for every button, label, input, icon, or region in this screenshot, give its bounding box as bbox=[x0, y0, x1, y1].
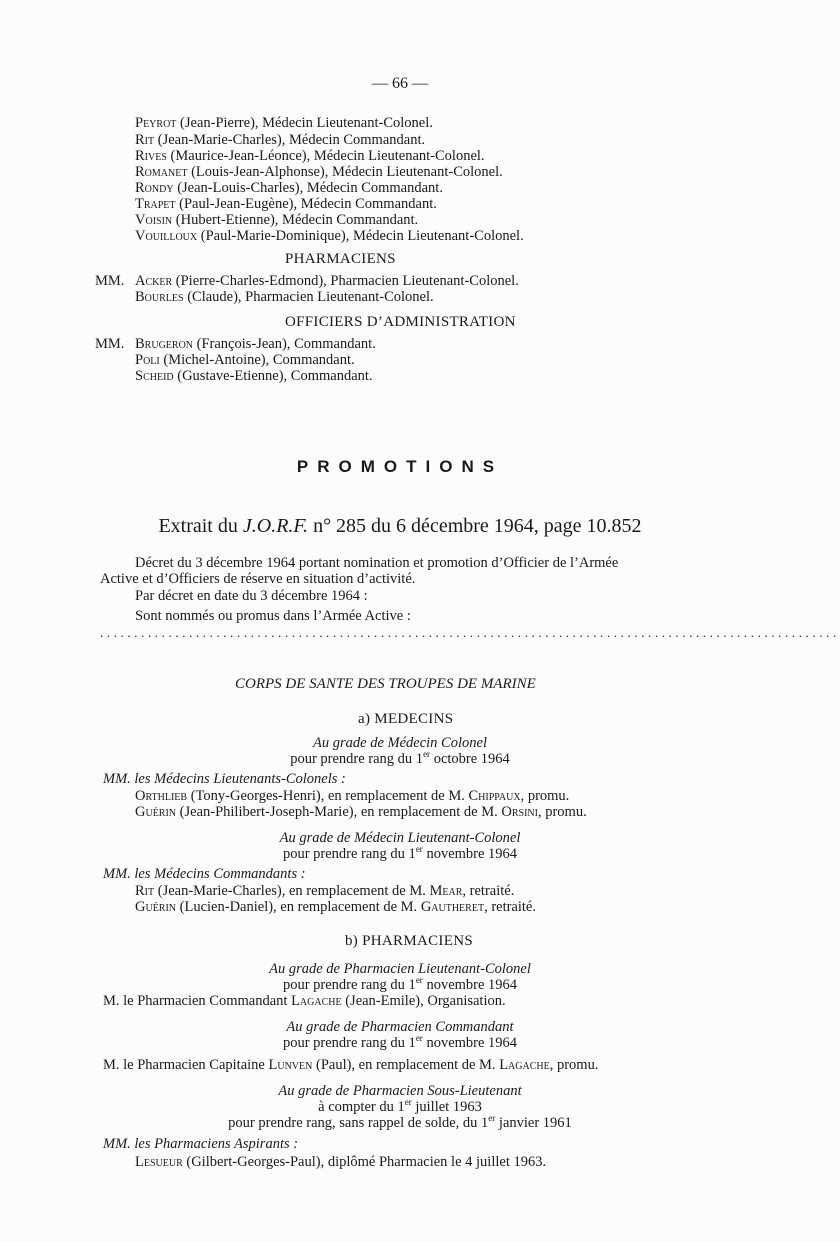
list-item: Trapet (Paul-Jean-Eugène), Médecin Commandant. bbox=[135, 196, 437, 212]
grade-heading: Au grade de Médecin Colonel bbox=[313, 735, 487, 751]
list-item: Voisin (Hubert-Etienne), Médecin Commandant. bbox=[135, 212, 419, 228]
list-item: M. le Pharmacien Capitaine Lunven (Paul), en remplacement de M. Lagache, promu. bbox=[103, 1057, 599, 1073]
mm-prefix: MM. bbox=[95, 336, 125, 352]
page-number: — 66 — bbox=[372, 75, 428, 92]
grade-heading: Au grade de Médecin Lieutenant-Colonel bbox=[279, 830, 521, 846]
sont-nommes: Sont nommés ou promus dans l’Armée Active : bbox=[135, 608, 411, 624]
list-item: Romanet (Louis-Jean-Alphonse), Médecin Lieutenant-Colonel. bbox=[135, 164, 503, 180]
list-item: Peyrot (Jean-Pierre), Médecin Lieutenant-Colonel. bbox=[135, 115, 433, 131]
list-item: M. le Pharmacien Commandant Lagache (Jean-Emile), Organisation. bbox=[103, 993, 506, 1009]
list-item: Orthlieb (Tony-Georges-Henri), en remplacement de M. Chippaux, promu. bbox=[135, 788, 570, 804]
par-decret: Par décret en date du 3 décembre 1964 : bbox=[135, 588, 368, 604]
rang-line: pour prendre rang du 1er novembre 1964 bbox=[282, 975, 518, 993]
section-heading-pharmaciens: PHARMACIENS bbox=[285, 251, 396, 267]
list-item: Lesueur (Gilbert-Georges-Paul), diplômé Pharmacien le 4 juillet 1963. bbox=[135, 1154, 547, 1170]
group-intro: MM. les Médecins Commandants : bbox=[103, 866, 306, 882]
list-item: Vouilloux (Paul-Marie-Dominique), Médecin Lieutenant-Colonel. bbox=[135, 228, 524, 244]
list-item: Scheid (Gustave-Etienne), Commandant. bbox=[135, 368, 373, 384]
group-intro: MM. les Médecins Lieutenants-Colonels : bbox=[103, 771, 346, 787]
list-item: Brugeron (François-Jean), Commandant. bbox=[135, 336, 376, 352]
rang-line: pour prendre rang du 1er octobre 1964 bbox=[290, 749, 510, 767]
rang-line: pour prendre rang du 1er novembre 1964 bbox=[282, 1033, 518, 1051]
compter-line: à compter du 1er juillet 1963 bbox=[318, 1097, 482, 1115]
grade-heading: Au grade de Pharmacien Lieutenant-Colonel bbox=[269, 961, 531, 977]
section-heading-officiers: OFFICIERS D’ADMINISTRATION bbox=[285, 314, 516, 330]
list-item: Poli (Michel-Antoine), Commandant. bbox=[135, 352, 355, 368]
list-item: Rit (Jean-Marie-Charles), en remplacement de M. Mear, retraité. bbox=[135, 883, 515, 899]
list-item: Guérin (Jean-Philibert-Joseph-Marie), en remplacement de M. Orsini, promu. bbox=[135, 804, 587, 820]
section-heading-pharmaciens-b: b) PHARMACIENS bbox=[345, 933, 473, 949]
corps-title: CORPS DE SANTE DES TROUPES DE MARINE bbox=[235, 676, 536, 692]
list-item: Bourles (Claude), Pharmacien Lieutenant-Colonel. bbox=[135, 289, 434, 305]
promotions-title: PROMOTIONS bbox=[296, 457, 504, 476]
dotted-separator: ............................................................................................................ bbox=[100, 625, 840, 640]
list-item: Rives (Maurice-Jean-Léonce), Médecin Lieutenant-Colonel. bbox=[135, 148, 485, 164]
rang-line: pour prendre rang du 1er novembre 1964 bbox=[282, 844, 518, 862]
grade-heading: Au grade de Pharmacien Commandant bbox=[286, 1019, 514, 1035]
grade-heading: Au grade de Pharmacien Sous-Lieutenant bbox=[278, 1083, 522, 1099]
decret-line-1: Décret du 3 décembre 1964 portant nomination et promotion d’Officier de l’Armée bbox=[135, 555, 619, 571]
list-item: Rit (Jean-Marie-Charles), Médecin Commandant. bbox=[135, 132, 426, 148]
group-intro: MM. les Pharmaciens Aspirants : bbox=[103, 1136, 299, 1152]
rang-line: pour prendre rang, sans rappel de solde, du 1er janvier 1961 bbox=[228, 1113, 572, 1131]
list-item: Acker (Pierre-Charles-Edmond), Pharmacien Lieutenant-Colonel. bbox=[135, 273, 519, 289]
decret-line-2: Active et d’Officiers de réserve en situation d’activité. bbox=[100, 571, 416, 587]
extrait-title: Extrait du J.O.R.F. n° 285 du 6 décembre 1964, page 10.852 bbox=[158, 515, 642, 537]
list-item: Rondy (Jean-Louis-Charles), Médecin Commandant. bbox=[135, 180, 443, 196]
section-heading-medecins: a) MEDECINS bbox=[358, 711, 454, 727]
list-item: Guérin (Lucien-Daniel), en remplacement de M. Gautheret, retraité. bbox=[135, 899, 536, 915]
mm-prefix: MM. bbox=[95, 273, 125, 289]
